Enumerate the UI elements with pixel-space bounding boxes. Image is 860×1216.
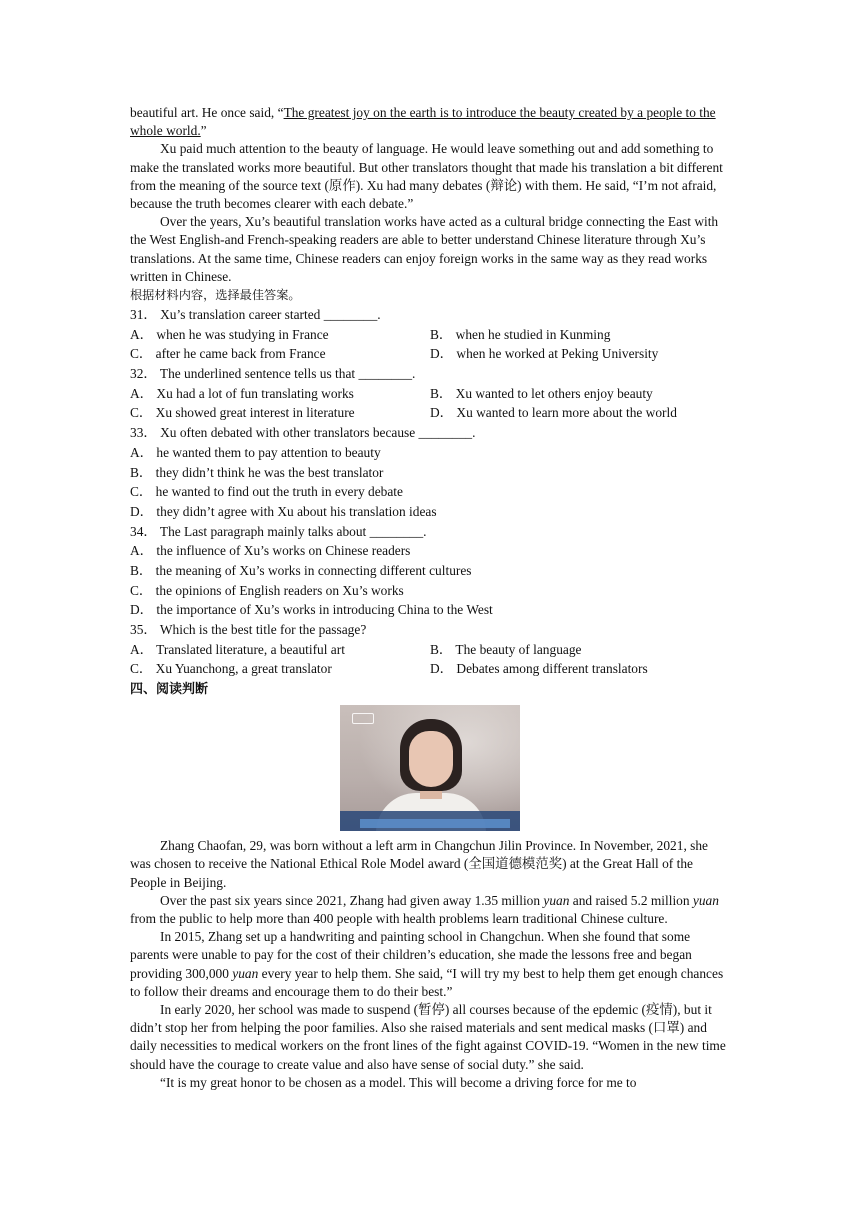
option-a: A． he wanted them to pay attention to beauty: [130, 444, 381, 460]
news-photo: [340, 705, 520, 831]
option-d: D． Xu wanted to learn more about the world: [430, 405, 677, 421]
option-b: B． they didn’t think he was the best translator: [130, 464, 384, 480]
photo-person-face: [409, 731, 453, 787]
option-d: D． they didn’t agree with Xu about his translation ideas: [130, 503, 437, 519]
option-a: A． Xu had a lot of fun translating works: [130, 385, 354, 401]
option-d: D． the importance of Xu’s works in introducing China to the West: [130, 602, 493, 618]
option-b: B． The beauty of language: [430, 641, 582, 657]
passage1-paragraph-0: beautiful art. He once said, “The greatest joy on the earth is to introduce the beauty created by a people to the whole world.”: [130, 105, 716, 139]
option-b: B． Xu wanted to let others enjoy beauty: [430, 385, 653, 401]
passage2-paragraph-3: In 2015, Zhang set up a handwriting and painting school in Changchun. When she found that some parents were unable to pay for the cost of their children’s education, she made the lessons free and began providing 300,000 yuan every year to help them. She said, “I will try my best to help them get enough chances to follow their dreams and encourage them to do their best.”: [130, 929, 724, 999]
option-c: C． Xu Yuanchong, a great translator: [130, 661, 332, 677]
question-stem: 35． Which is the best title for the passage?: [130, 622, 367, 638]
passage1-paragraph-2: Over the years, Xu’s beautiful translation works have acted as a cultural bridge connecting the East with the West English-and French-speaking readers are able to better understand Chinese literature through Xu’s translations. At the same time, Chinese readers can enjoy foreign works in the same way as they read works written in Chinese.: [130, 214, 719, 284]
option-b: B． when he studied in Kunming: [430, 326, 611, 342]
passage2-paragraph-2: Over the past six years since 2021, Zhang had given away 1.35 million yuan and raised 5.2 million yuan from the public to help more than 400 people with health problems learn traditional Chinese culture.: [130, 892, 719, 926]
option-b: B． the meaning of Xu’s works in connecting different cultures: [130, 562, 472, 578]
question-stem: 34． The Last paragraph mainly talks about ________.: [130, 523, 427, 539]
option-c: C． he wanted to find out the truth in every debate: [130, 484, 403, 500]
passage2-paragraph-4: In early 2020, her school was made to suspend (暂停) all courses because of the epdemic (疫情), but it didn’t stop her from helping the poor families. Also she raised materials and sent medical masks (口罩) and daily necessities to medical workers on the front lines of the fight against COVID-19. “Women in the new time should have the courage to create value and also have sense of social duty.” she said.: [130, 1001, 726, 1072]
passage2-paragraph-5: “It is my great honor to be chosen as a model. This will become a driving force for me to: [160, 1074, 637, 1090]
question-33: [130, 423, 730, 521]
section-title: 四、阅读判断: [130, 682, 209, 698]
passage2-paragraph-1: Zhang Chaofan, 29, was born without a left arm in Changchun Jilin Province. In November, 2021, she was chosen to receive the National Ethical Role Model award (全国道德模范奖) at the Great Hall of the People in Beijing.: [130, 838, 708, 890]
option-d: D． when he worked at Peking University: [430, 346, 659, 362]
question-stem: 32． The underlined sentence tells us that ________.: [130, 366, 416, 382]
question-35: [130, 620, 730, 679]
question-32: [130, 364, 730, 423]
caption-banner-strip: [360, 819, 510, 828]
option-c: C． the opinions of English readers on Xu’s works: [130, 582, 404, 598]
option-a: A． the influence of Xu’s works on Chinese readers: [130, 543, 411, 559]
question-stem: 33． Xu often debated with other translators because ________.: [130, 425, 476, 441]
option-a: A． when he was studying in France: [130, 326, 329, 342]
question-34: [130, 522, 730, 620]
underlined-sentence: The greatest joy on the earth is to introduce the beauty created by a people to the whole world.: [130, 105, 716, 139]
question-stem: 31． Xu’s translation career started ________.: [130, 307, 381, 323]
document-page: [130, 104, 730, 1092]
instruction-text: 根据材料内容，选择最佳答案。: [130, 288, 301, 303]
question-31: [130, 305, 730, 364]
option-c: C． after he came back from France: [130, 346, 326, 362]
option-c: C． Xu showed great interest in literature: [130, 405, 355, 421]
option-a: A． Translated literature, a beautiful art: [130, 641, 345, 657]
option-d: D． Debates among different translators: [430, 661, 648, 677]
tv-logo-icon: [352, 713, 374, 724]
passage1-paragraph-1: Xu paid much attention to the beauty of language. He would leave something out and add something to make the translated works more beautiful. But other translators thought that made his translation a bit different from the meaning of the source text (原作). Xu had many debates (辩论) with them. He said, “I’m not afraid, because the truth becomes clearer with each debate.”: [130, 141, 723, 212]
